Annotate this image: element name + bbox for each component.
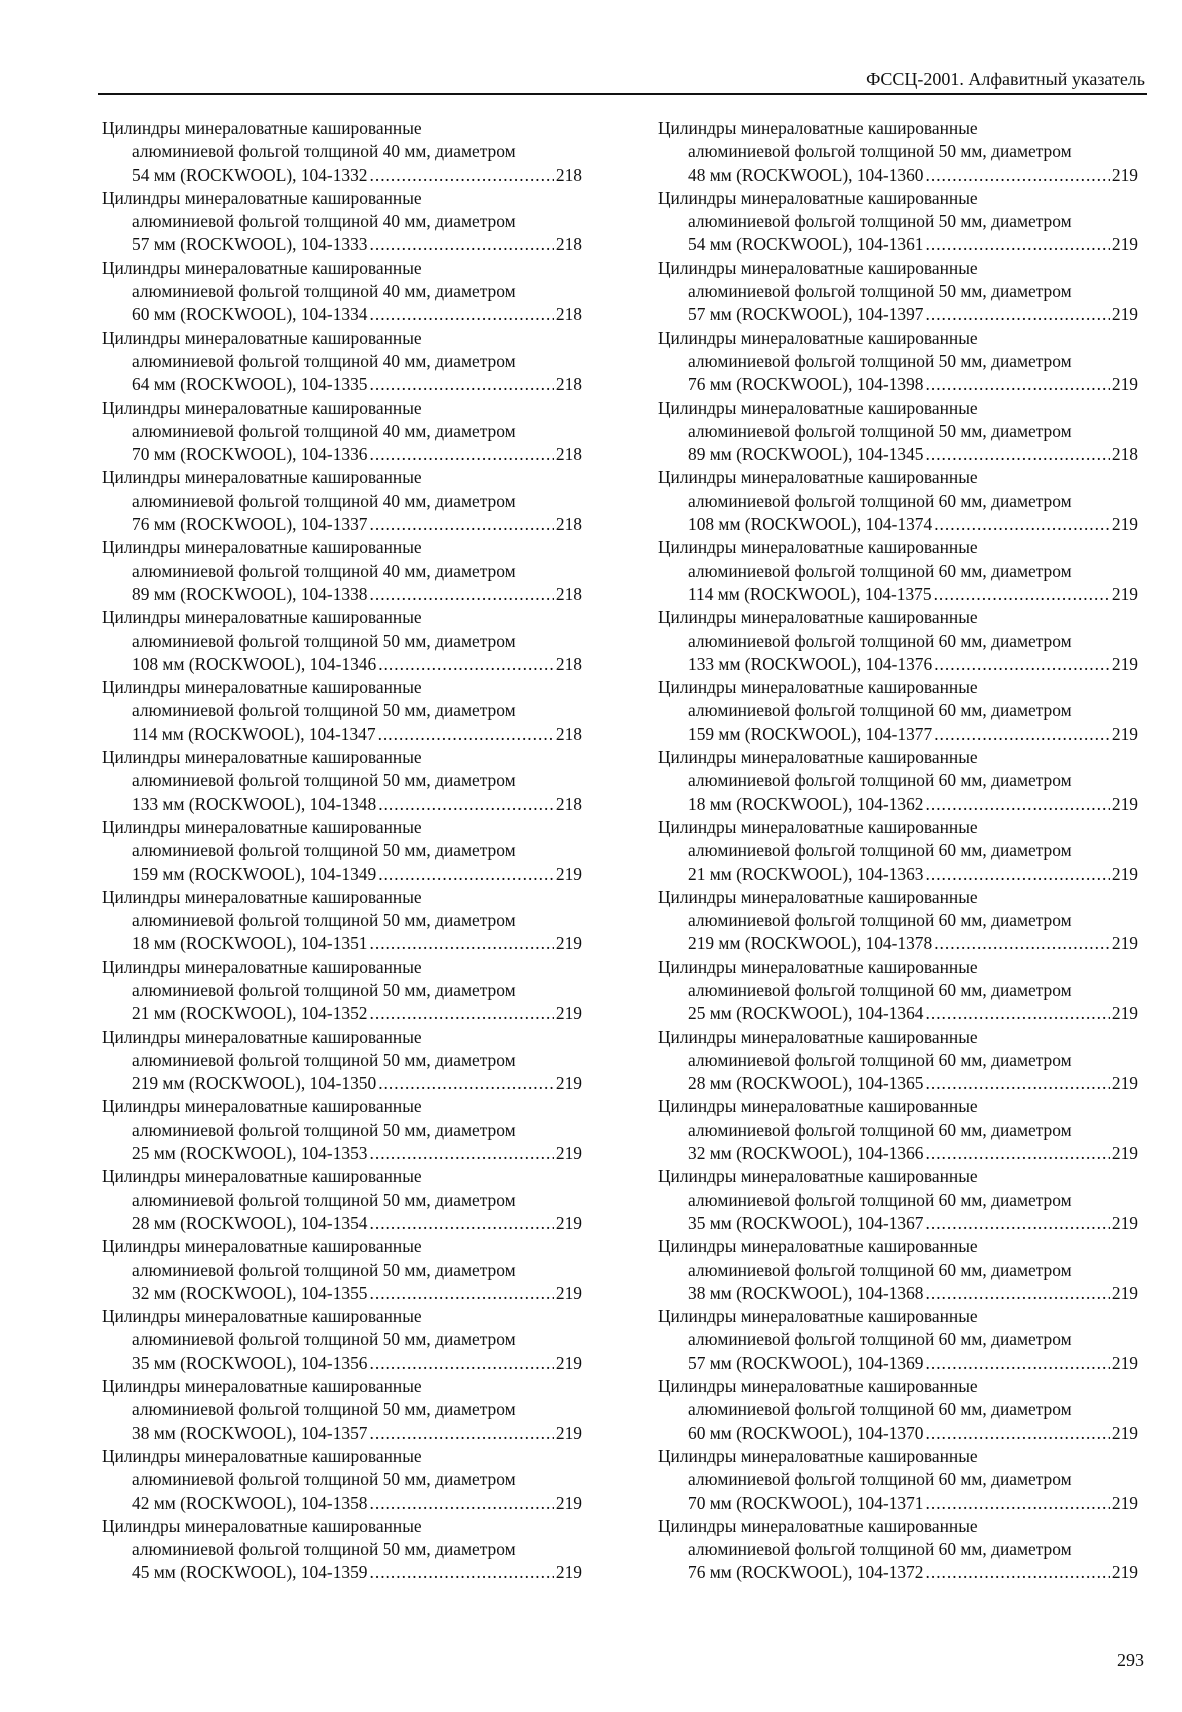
entry-code-line xyxy=(102,863,582,886)
entry-page-ref[interactable]: 219 xyxy=(1111,304,1138,325)
entry-detail: алюминиевой фольгой толщиной 50 мм, диаметром xyxy=(688,281,1072,302)
entry-heading: Цилиндры минераловатные кашированные xyxy=(658,257,978,278)
dot-leader xyxy=(378,793,554,816)
entry-code-line xyxy=(658,1002,1138,1025)
entry-detail: алюминиевой фольгой толщиной 40 мм, диаметром xyxy=(132,211,516,232)
entry-code: 25 мм (ROCKWOOL), 104-1364 xyxy=(688,1003,924,1024)
entry-code: 25 мм (ROCKWOOL), 104-1353 xyxy=(132,1143,368,1164)
entry-detail: алюминиевой фольгой толщиной 60 мм, диаметром xyxy=(688,560,1072,581)
index-entry xyxy=(102,536,582,606)
entry-code-line xyxy=(658,1561,1138,1584)
entry-code-line xyxy=(658,723,1138,746)
dot-leader xyxy=(934,723,1110,746)
entry-code: 54 мм (ROCKWOOL), 104-1332 xyxy=(132,164,368,185)
entry-code: 21 мм (ROCKWOOL), 104-1352 xyxy=(132,1003,368,1024)
entry-detail: алюминиевой фольгой толщиной 50 мм, диаметром xyxy=(132,1399,516,1420)
entry-code-line xyxy=(658,1212,1138,1235)
index-entry xyxy=(658,816,1138,886)
entry-heading: Цилиндры минераловатные кашированные xyxy=(102,537,422,558)
entry-code-line xyxy=(658,1142,1138,1165)
entry-code: 133 мм (ROCKWOOL), 104-1376 xyxy=(688,653,933,674)
entry-page-ref[interactable]: 218 xyxy=(1111,444,1138,465)
index-entry xyxy=(658,1445,1138,1515)
entry-page-ref[interactable]: 218 xyxy=(555,583,582,604)
entry-page-ref[interactable]: 219 xyxy=(1111,1143,1138,1164)
entry-code-line xyxy=(102,1561,582,1584)
entry-heading: Цилиндры минераловатные кашированные xyxy=(658,677,978,698)
entry-heading: Цилиндры минераловатные кашированные xyxy=(102,607,422,628)
dot-leader xyxy=(370,1352,554,1375)
entry-code-line xyxy=(102,1212,582,1235)
entry-code-line xyxy=(658,1282,1138,1305)
entry-page-ref[interactable]: 218 xyxy=(555,653,582,674)
index-entry xyxy=(658,746,1138,816)
index-entry xyxy=(658,397,1138,467)
entry-heading: Цилиндры минераловатные кашированные xyxy=(658,886,978,907)
entry-heading: Цилиндры минераловатные кашированные xyxy=(658,1376,978,1397)
entry-page-ref[interactable]: 219 xyxy=(555,1073,582,1094)
entry-page-ref[interactable]: 219 xyxy=(555,1352,582,1373)
entry-code-line xyxy=(658,233,1138,256)
entry-page-ref[interactable]: 218 xyxy=(555,723,582,744)
entry-code: 70 мм (ROCKWOOL), 104-1371 xyxy=(688,1492,924,1513)
entry-detail: алюминиевой фольгой толщиной 60 мм, диаметром xyxy=(688,770,1072,791)
index-entry xyxy=(658,1375,1138,1445)
dot-leader xyxy=(934,653,1110,676)
dot-leader xyxy=(926,303,1110,326)
page-number: 293 xyxy=(1117,1650,1144,1670)
dot-leader xyxy=(926,1422,1110,1445)
entry-heading: Цилиндры минераловатные кашированные xyxy=(102,1236,422,1257)
entry-code: 114 мм (ROCKWOOL), 104-1347 xyxy=(132,723,376,744)
entry-code-line xyxy=(102,583,582,606)
entry-code-line xyxy=(658,513,1138,536)
entry-code-line xyxy=(102,1142,582,1165)
entry-code-line xyxy=(658,1492,1138,1515)
index-entry xyxy=(658,1165,1138,1235)
dot-leader xyxy=(926,1492,1110,1515)
dot-leader xyxy=(370,1492,554,1515)
dot-leader xyxy=(370,1282,554,1305)
entry-heading: Цилиндры минераловатные кашированные xyxy=(102,886,422,907)
dot-leader xyxy=(370,233,554,256)
entry-heading: Цилиндры минераловатные кашированные xyxy=(658,327,978,348)
entry-heading: Цилиндры минераловатные кашированные xyxy=(102,816,422,837)
index-entry xyxy=(102,816,582,886)
entry-code: 60 мм (ROCKWOOL), 104-1370 xyxy=(688,1422,924,1443)
entry-page-ref[interactable]: 218 xyxy=(555,164,582,185)
entry-heading: Цилиндры минераловатные кашированные xyxy=(658,1166,978,1187)
entry-page-ref[interactable]: 219 xyxy=(1111,1492,1138,1513)
entry-detail: алюминиевой фольгой толщиной 50 мм, диаметром xyxy=(132,979,516,1000)
entry-code: 159 мм (ROCKWOOL), 104-1349 xyxy=(132,863,377,884)
entry-page-ref[interactable]: 219 xyxy=(1111,863,1138,884)
dot-leader xyxy=(370,1422,554,1445)
index-entry xyxy=(658,1305,1138,1375)
dot-leader xyxy=(926,1352,1110,1375)
entry-heading: Цилиндры минераловатные кашированные xyxy=(102,677,422,698)
index-entry xyxy=(102,1375,582,1445)
entry-code-line xyxy=(658,932,1138,955)
dot-leader xyxy=(926,443,1110,466)
dot-leader xyxy=(370,303,554,326)
entry-page-ref[interactable]: 219 xyxy=(555,1492,582,1513)
entry-page-ref[interactable]: 219 xyxy=(1111,164,1138,185)
entry-code-line xyxy=(658,164,1138,187)
index-entry xyxy=(658,1515,1138,1585)
entry-page-ref[interactable]: 219 xyxy=(1111,1422,1138,1443)
entry-code: 21 мм (ROCKWOOL), 104-1363 xyxy=(688,863,924,884)
index-entry xyxy=(658,956,1138,1026)
entry-code: 89 мм (ROCKWOOL), 104-1338 xyxy=(132,583,368,604)
entry-code-line xyxy=(102,1282,582,1305)
entry-code: 159 мм (ROCKWOOL), 104-1377 xyxy=(688,723,933,744)
entry-heading: Цилиндры минераловатные кашированные xyxy=(658,607,978,628)
entry-code-line xyxy=(658,1072,1138,1095)
index-entry xyxy=(658,187,1138,257)
entry-page-ref[interactable]: 219 xyxy=(555,1422,582,1443)
entry-code-line xyxy=(102,1422,582,1445)
dot-leader xyxy=(926,1002,1110,1025)
entry-heading: Цилиндры минераловатные кашированные xyxy=(102,187,422,208)
entry-page-ref[interactable]: 219 xyxy=(555,863,582,884)
index-column-left xyxy=(102,117,582,1585)
entry-code-line xyxy=(102,443,582,466)
entry-heading: Цилиндры минераловатные кашированные xyxy=(102,1166,422,1187)
entry-heading: Цилиндры минераловатные кашированные xyxy=(658,397,978,418)
index-entry xyxy=(658,536,1138,606)
entry-page-ref[interactable]: 218 xyxy=(555,793,582,814)
entry-code-line xyxy=(102,233,582,256)
entry-page-ref[interactable]: 219 xyxy=(555,1003,582,1024)
index-entry xyxy=(102,327,582,397)
entry-detail: алюминиевой фольгой толщиной 40 мм, диаметром xyxy=(132,420,516,441)
entry-page-ref[interactable]: 219 xyxy=(1111,1562,1138,1583)
entry-page-ref[interactable]: 219 xyxy=(1111,374,1138,395)
entry-detail: алюминиевой фольгой толщиной 50 мм, диаметром xyxy=(132,630,516,651)
entry-code-line xyxy=(658,1422,1138,1445)
entry-code-line xyxy=(658,303,1138,326)
dot-leader xyxy=(926,1212,1110,1235)
index-entry xyxy=(102,397,582,467)
entry-detail: алюминиевой фольгой толщиной 60 мм, диаметром xyxy=(688,979,1072,1000)
entry-heading: Цилиндры минераловатные кашированные xyxy=(658,537,978,558)
entry-page-ref[interactable]: 219 xyxy=(555,933,582,954)
entry-code: 28 мм (ROCKWOOL), 104-1354 xyxy=(132,1212,368,1233)
entry-heading: Цилиндры минераловатные кашированные xyxy=(658,1026,978,1047)
dot-leader xyxy=(370,164,554,187)
entry-heading: Цилиндры минераловатные кашированные xyxy=(658,747,978,768)
entry-detail: алюминиевой фольгой толщиной 50 мм, диаметром xyxy=(132,700,516,721)
entry-detail: алюминиевой фольгой толщиной 60 мм, диаметром xyxy=(688,1049,1072,1070)
entry-detail: алюминиевой фольгой толщиной 40 мм, диаметром xyxy=(132,281,516,302)
index-entry xyxy=(102,1235,582,1305)
entry-code-line xyxy=(658,653,1138,676)
entry-code: 76 мм (ROCKWOOL), 104-1372 xyxy=(688,1562,924,1583)
entry-detail: алюминиевой фольгой толщиной 60 мм, диаметром xyxy=(688,1539,1072,1560)
entry-code-line xyxy=(102,723,582,746)
entry-code-line xyxy=(102,793,582,816)
index-entry xyxy=(658,257,1138,327)
entry-detail: алюминиевой фольгой толщиной 50 мм, диаметром xyxy=(132,1469,516,1490)
entry-page-ref[interactable]: 219 xyxy=(1111,1352,1138,1373)
index-entry xyxy=(102,606,582,676)
entry-page-ref[interactable]: 218 xyxy=(555,234,582,255)
entry-detail: алюминиевой фольгой толщиной 50 мм, диаметром xyxy=(688,420,1072,441)
dot-leader xyxy=(370,1142,554,1165)
index-entry xyxy=(102,466,582,536)
index-entry xyxy=(102,1305,582,1375)
entry-page-ref[interactable]: 218 xyxy=(555,374,582,395)
index-entry xyxy=(102,257,582,327)
dot-leader xyxy=(926,373,1110,396)
entry-heading: Цилиндры минераловатные кашированные xyxy=(102,1376,422,1397)
entry-detail: алюминиевой фольгой толщиной 50 мм, диаметром xyxy=(132,1119,516,1140)
entry-detail: алюминиевой фольгой толщиной 60 мм, диаметром xyxy=(688,840,1072,861)
dot-leader xyxy=(926,164,1110,187)
dot-leader xyxy=(370,443,554,466)
entry-page-ref[interactable]: 219 xyxy=(1111,1073,1138,1094)
entry-code: 60 мм (ROCKWOOL), 104-1334 xyxy=(132,304,368,325)
entry-page-ref[interactable]: 219 xyxy=(555,1212,582,1233)
index-entry xyxy=(102,1515,582,1585)
entry-detail: алюминиевой фольгой толщиной 60 мм, диаметром xyxy=(688,1189,1072,1210)
entry-heading: Цилиндры минераловатные кашированные xyxy=(102,956,422,977)
entry-detail: алюминиевой фольгой толщиной 60 мм, диаметром xyxy=(688,490,1072,511)
entry-detail: алюминиевой фольгой толщиной 50 мм, диаметром xyxy=(132,1259,516,1280)
entry-detail: алюминиевой фольгой толщиной 60 мм, диаметром xyxy=(688,1469,1072,1490)
dot-leader xyxy=(934,513,1110,536)
entry-heading: Цилиндры минераловатные кашированные xyxy=(658,118,978,138)
page-header xyxy=(98,67,1147,95)
dot-leader xyxy=(378,723,554,746)
entry-code: 89 мм (ROCKWOOL), 104-1345 xyxy=(688,444,924,465)
entry-heading: Цилиндры минераловатные кашированные xyxy=(658,956,978,977)
entry-detail: алюминиевой фольгой толщиной 50 мм, диаметром xyxy=(132,1539,516,1560)
entry-detail: алюминиевой фольгой толщиной 50 мм, диаметром xyxy=(688,350,1072,371)
entry-code-line xyxy=(658,373,1138,396)
dot-leader xyxy=(926,1142,1110,1165)
index-entry xyxy=(658,606,1138,676)
entry-heading: Цилиндры минераловатные кашированные xyxy=(658,467,978,488)
entry-heading: Цилиндры минераловатные кашированные xyxy=(658,1096,978,1117)
entry-code-line xyxy=(102,653,582,676)
entry-heading: Цилиндры минераловатные кашированные xyxy=(658,1236,978,1257)
entry-code-line xyxy=(102,373,582,396)
entry-code: 108 мм (ROCKWOOL), 104-1346 xyxy=(132,653,377,674)
dot-leader xyxy=(370,373,554,396)
index-entry xyxy=(102,746,582,816)
entry-code: 48 мм (ROCKWOOL), 104-1360 xyxy=(688,164,924,185)
entry-detail: алюминиевой фольгой толщиной 60 мм, диаметром xyxy=(688,1119,1072,1140)
entry-code: 114 мм (ROCKWOOL), 104-1375 xyxy=(688,583,932,604)
entry-code: 18 мм (ROCKWOOL), 104-1362 xyxy=(688,793,924,814)
index-entry xyxy=(658,676,1138,746)
entry-code: 32 мм (ROCKWOOL), 104-1355 xyxy=(132,1282,368,1303)
entry-code: 219 мм (ROCKWOOL), 104-1350 xyxy=(132,1073,377,1094)
entry-detail: алюминиевой фольгой толщиной 40 мм, диаметром xyxy=(132,490,516,511)
entry-code-line xyxy=(658,863,1138,886)
entry-page-ref[interactable]: 219 xyxy=(1111,933,1138,954)
entry-detail: алюминиевой фольгой толщиной 50 мм, диаметром xyxy=(688,141,1072,162)
entry-detail: алюминиевой фольгой толщиной 60 мм, диаметром xyxy=(688,700,1072,721)
index-entry xyxy=(658,466,1138,536)
entry-page-ref[interactable]: 219 xyxy=(1111,1282,1138,1303)
dot-leader xyxy=(378,1072,554,1095)
index-entry xyxy=(102,886,582,956)
entry-page-ref[interactable]: 219 xyxy=(555,1562,582,1583)
index-entry xyxy=(658,327,1138,397)
entry-heading: Цилиндры минераловатные кашированные xyxy=(102,1515,422,1536)
index-entry xyxy=(102,117,582,187)
index-entry xyxy=(658,1095,1138,1165)
entry-detail: алюминиевой фольгой толщиной 50 мм, диаметром xyxy=(132,770,516,791)
entry-code: 76 мм (ROCKWOOL), 104-1398 xyxy=(688,374,924,395)
entry-code: 35 мм (ROCKWOOL), 104-1356 xyxy=(132,1352,368,1373)
entry-page-ref[interactable]: 219 xyxy=(1111,234,1138,255)
dot-leader xyxy=(370,513,554,536)
entry-heading: Цилиндры минераловатные кашированные xyxy=(658,816,978,837)
entry-code: 108 мм (ROCKWOOL), 104-1374 xyxy=(688,514,933,535)
entry-detail: алюминиевой фольгой толщиной 60 мм, диаметром xyxy=(688,1329,1072,1350)
entry-heading: Цилиндры минераловатные кашированные xyxy=(658,1306,978,1327)
entry-heading: Цилиндры минераловатные кашированные xyxy=(102,467,422,488)
entry-code: 54 мм (ROCKWOOL), 104-1361 xyxy=(688,234,924,255)
entry-heading: Цилиндры минераловатные кашированные xyxy=(102,1096,422,1117)
dot-leader xyxy=(378,863,554,886)
entry-page-ref[interactable]: 219 xyxy=(1111,514,1138,535)
dot-leader xyxy=(934,932,1110,955)
entry-code: 35 мм (ROCKWOOL), 104-1367 xyxy=(688,1212,924,1233)
entry-detail: алюминиевой фольгой толщиной 60 мм, диаметром xyxy=(688,1259,1072,1280)
entry-heading: Цилиндры минераловатные кашированные xyxy=(658,187,978,208)
index-column-right xyxy=(658,117,1138,1585)
entry-code: 57 мм (ROCKWOOL), 104-1369 xyxy=(688,1352,924,1373)
entry-code: 45 мм (ROCKWOOL), 104-1359 xyxy=(132,1562,368,1583)
entry-code-line xyxy=(102,1352,582,1375)
entry-code-line xyxy=(102,932,582,955)
entry-code: 219 мм (ROCKWOOL), 104-1378 xyxy=(688,933,933,954)
entry-heading: Цилиндры минераловатные кашированные xyxy=(102,1445,422,1466)
entry-page-ref[interactable]: 219 xyxy=(1111,723,1138,744)
entry-page-ref[interactable]: 218 xyxy=(555,304,582,325)
entry-heading: Цилиндры минераловатные кашированные xyxy=(102,1306,422,1327)
entry-heading: Цилиндры минераловатные кашированные xyxy=(102,747,422,768)
entry-detail: алюминиевой фольгой толщиной 60 мм, диаметром xyxy=(688,1399,1072,1420)
entry-detail: алюминиевой фольгой толщиной 50 мм, диаметром xyxy=(132,1189,516,1210)
dot-leader xyxy=(926,1072,1110,1095)
entry-code: 70 мм (ROCKWOOL), 104-1336 xyxy=(132,444,368,465)
entry-page-ref[interactable]: 219 xyxy=(555,1282,582,1303)
dot-leader xyxy=(370,1212,554,1235)
index-entry xyxy=(102,1095,582,1165)
entry-code-line xyxy=(658,443,1138,466)
entry-code-line xyxy=(102,303,582,326)
entry-code: 57 мм (ROCKWOOL), 104-1397 xyxy=(688,304,924,325)
entry-heading: Цилиндры минераловатные кашированные xyxy=(102,118,422,138)
entry-code: 76 мм (ROCKWOOL), 104-1337 xyxy=(132,514,368,535)
entry-code: 18 мм (ROCKWOOL), 104-1351 xyxy=(132,933,368,954)
entry-heading: Цилиндры минераловатные кашированные xyxy=(658,1515,978,1536)
entry-code: 38 мм (ROCKWOOL), 104-1357 xyxy=(132,1422,368,1443)
index-entry xyxy=(102,1026,582,1096)
dot-leader xyxy=(370,1561,554,1584)
entry-detail: алюминиевой фольгой толщиной 60 мм, диаметром xyxy=(688,630,1072,651)
header-title: ФССЦ-2001. Алфавитный указатель xyxy=(866,69,1145,89)
entry-detail: алюминиевой фольгой толщиной 50 мм, диаметром xyxy=(132,1329,516,1350)
index-entry xyxy=(102,1445,582,1515)
entry-page-ref[interactable]: 218 xyxy=(555,444,582,465)
entry-page-ref[interactable]: 218 xyxy=(555,514,582,535)
entry-page-ref[interactable]: 219 xyxy=(1111,1212,1138,1233)
entry-code-line xyxy=(102,164,582,187)
index-entry xyxy=(658,886,1138,956)
entry-detail: алюминиевой фольгой толщиной 50 мм, диаметром xyxy=(132,1049,516,1070)
dot-leader xyxy=(926,1282,1110,1305)
entry-heading: Цилиндры минераловатные кашированные xyxy=(102,257,422,278)
entry-code-line xyxy=(102,1492,582,1515)
entry-code: 64 мм (ROCKWOOL), 104-1335 xyxy=(132,374,368,395)
entry-detail: алюминиевой фольгой толщиной 50 мм, диаметром xyxy=(132,910,516,931)
entry-page-ref[interactable]: 219 xyxy=(555,1143,582,1164)
entry-code: 32 мм (ROCKWOOL), 104-1366 xyxy=(688,1143,924,1164)
index-entry xyxy=(102,1165,582,1235)
entry-page-ref[interactable]: 219 xyxy=(1111,583,1138,604)
index-entry xyxy=(658,1026,1138,1096)
entry-detail: алюминиевой фольгой толщиной 40 мм, диаметром xyxy=(132,350,516,371)
dot-leader xyxy=(370,583,554,606)
entry-detail: алюминиевой фольгой толщиной 50 мм, диаметром xyxy=(132,840,516,861)
entry-code-line xyxy=(102,513,582,536)
dot-leader xyxy=(370,932,554,955)
entry-code-line xyxy=(658,793,1138,816)
entry-heading: Цилиндры минераловатные кашированные xyxy=(102,397,422,418)
index-entry xyxy=(102,187,582,257)
entry-detail: алюминиевой фольгой толщиной 40 мм, диаметром xyxy=(132,560,516,581)
entry-code: 38 мм (ROCKWOOL), 104-1368 xyxy=(688,1282,924,1303)
entry-page-ref[interactable]: 219 xyxy=(1111,793,1138,814)
entry-detail: алюминиевой фольгой толщиной 60 мм, диаметром xyxy=(688,910,1072,931)
entry-code-line xyxy=(658,583,1138,606)
index-entry xyxy=(102,956,582,1026)
entry-heading: Цилиндры минераловатные кашированные xyxy=(658,1445,978,1466)
dot-leader xyxy=(926,1561,1110,1584)
index-entry xyxy=(658,117,1138,187)
entry-code-line xyxy=(102,1072,582,1095)
dot-leader xyxy=(370,1002,554,1025)
entry-code-line xyxy=(658,1352,1138,1375)
entry-code: 57 мм (ROCKWOOL), 104-1333 xyxy=(132,234,368,255)
dot-leader xyxy=(926,863,1110,886)
entry-heading: Цилиндры минераловатные кашированные xyxy=(102,327,422,348)
index-entry xyxy=(658,1235,1138,1305)
entry-detail: алюминиевой фольгой толщиной 50 мм, диаметром xyxy=(688,211,1072,232)
entry-code: 42 мм (ROCKWOOL), 104-1358 xyxy=(132,1492,368,1513)
entry-code: 133 мм (ROCKWOOL), 104-1348 xyxy=(132,793,377,814)
index-entry xyxy=(102,676,582,746)
dot-leader xyxy=(926,233,1110,256)
dot-leader xyxy=(378,653,554,676)
dot-leader xyxy=(934,583,1110,606)
entry-page-ref[interactable]: 219 xyxy=(1111,1003,1138,1024)
entry-code: 28 мм (ROCKWOOL), 104-1365 xyxy=(688,1073,924,1094)
entry-page-ref[interactable]: 219 xyxy=(1111,653,1138,674)
entry-code-line xyxy=(102,1002,582,1025)
entry-detail: алюминиевой фольгой толщиной 40 мм, диаметром xyxy=(132,141,516,162)
entry-heading: Цилиндры минераловатные кашированные xyxy=(102,1026,422,1047)
dot-leader xyxy=(926,793,1110,816)
